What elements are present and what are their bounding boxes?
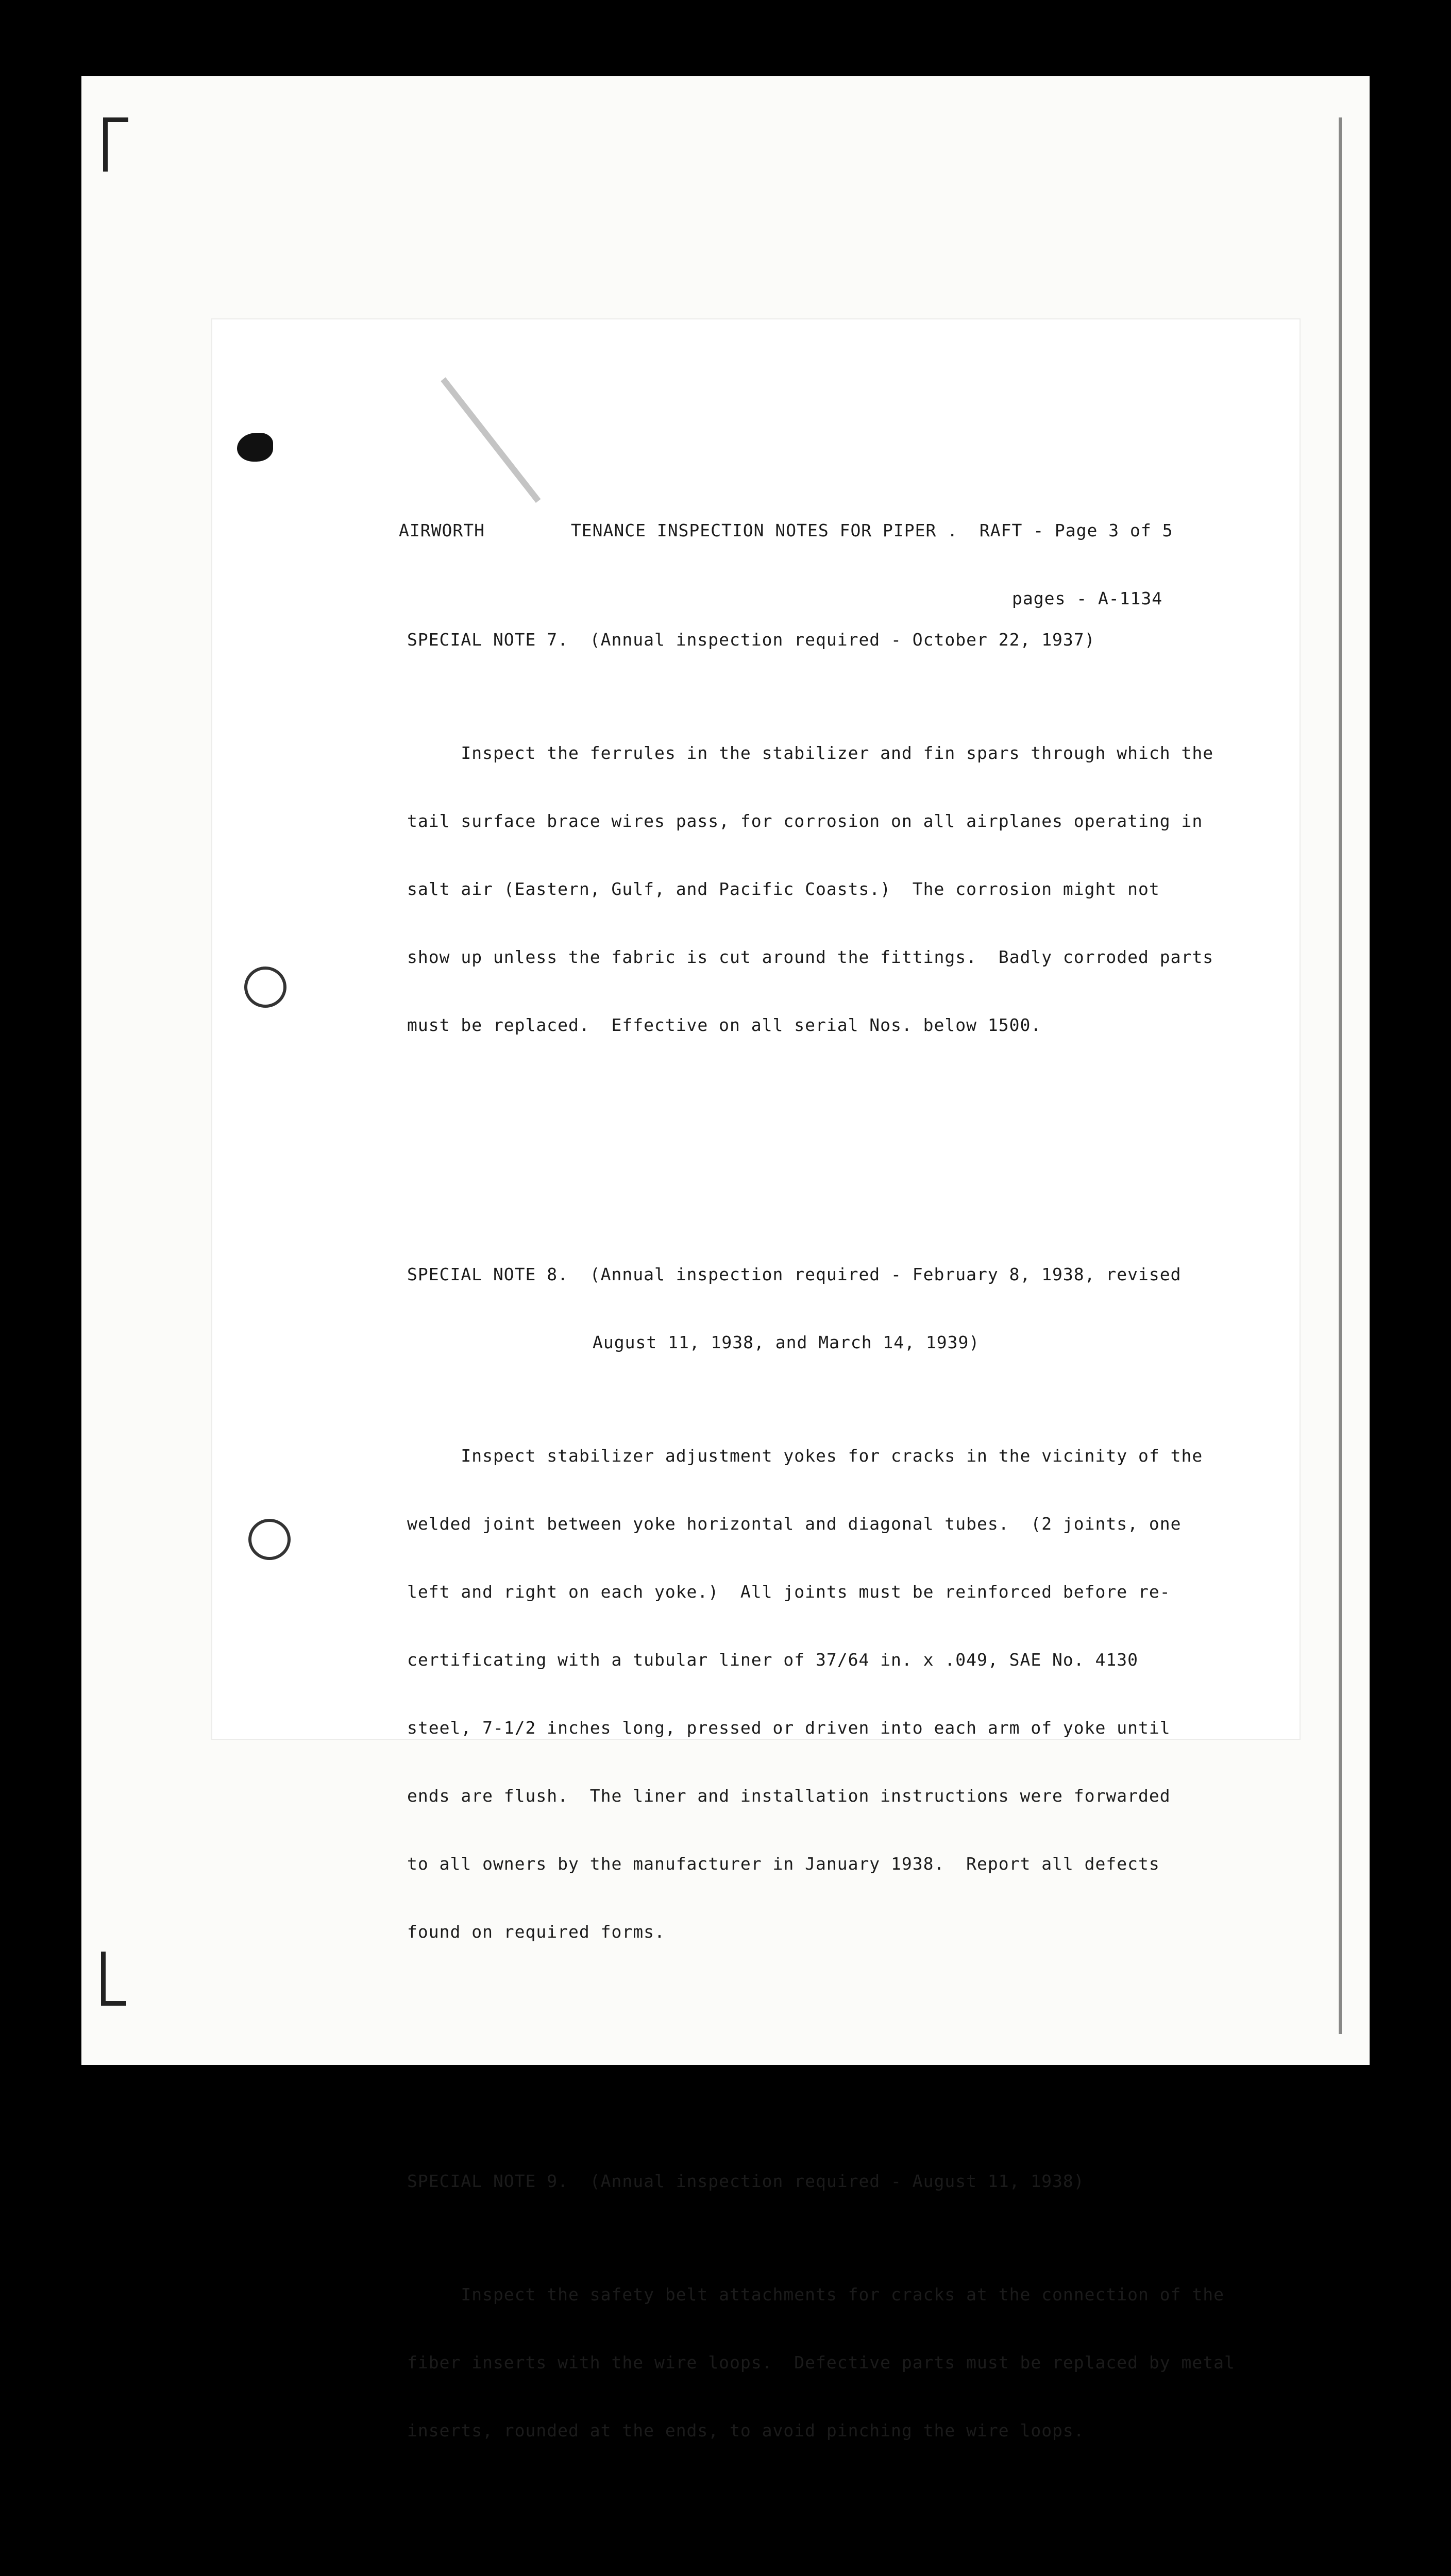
header-title: AIRWORTH TENANCE INSPECTION NOTES FOR PIPER . RAFT - Page 3 of 5 (399, 520, 1173, 540)
note-line: Inspect the ferrules in the stabilizer and fin spars through which the (407, 743, 1214, 763)
special-note-8 (407, 1218, 1283, 2034)
note-line: Inspect stabilizer adjustment yokes for cracks in the vicinity of the (407, 1446, 1203, 1466)
note-line: certificating with a tubular liner of 37/64 in. x .049, SAE No. 4130 (407, 1650, 1139, 1670)
note-line: to all owners by the manufacturer in January 1938. Report all defects (407, 1854, 1160, 1874)
note-heading: SPECIAL NOTE 7. (Annual inspection required - October 22, 1937) (407, 630, 1095, 650)
header-pages: pages - A-1134 (1012, 588, 1163, 608)
note-line: tail surface brace wires pass, for corrosion on all airplanes operating in (407, 811, 1203, 831)
note-text (407, 697, 1283, 1082)
note-line: steel, 7-1/2 inches long, pressed or driven into each arm of yoke until (407, 1718, 1171, 1738)
note-line: left and right on each yoke.) All joints must be reinforced before re- (407, 1582, 1171, 1602)
note-line: fiber inserts with the wire loops. Defective parts must be replaced by metal (407, 2352, 1235, 2372)
page-edge-shadow (1339, 117, 1342, 2034)
note-line: welded joint between yoke horizontal and diagonal tubes. (2 joints, one (407, 1514, 1182, 1534)
note-line: must be replaced. Effective on all serial Nos. below 1500. (407, 1015, 1042, 1035)
note-heading: SPECIAL NOTE 9. (Annual inspection required - August 11, 1938) (407, 2171, 1085, 2191)
note-line: salt air (Eastern, Gulf, and Pacific Coasts.) The corrosion might not (407, 879, 1160, 899)
note-line: show up unless the fabric is cut around the fittings. Badly corroded parts (407, 947, 1214, 967)
document-body (407, 538, 1283, 2576)
punch-hole-bottom (248, 1519, 291, 1560)
note-line: ends are flush. The liner and installation instructions were forwarded (407, 1786, 1171, 1806)
special-note-7 (407, 583, 1283, 1127)
note-line: inserts, rounded at the ends, to avoid pinching the wire loops. (407, 2420, 1085, 2441)
crop-mark-top-left (103, 117, 128, 172)
note-heading: SPECIAL NOTE 8. (Annual inspection required - February 8, 1938, revised (407, 1264, 1182, 1284)
ink-blot (237, 433, 273, 462)
note-line: Inspect the safety belt attachments for cracks at the connection of the (407, 2284, 1224, 2304)
note-heading-cont: August 11, 1938, and March 14, 1939) (593, 1332, 980, 1352)
crop-mark-bottom-left (101, 1952, 126, 2006)
note-text (407, 2238, 1283, 2487)
note-text (407, 1399, 1283, 1989)
note-line: found on required forms. (407, 1922, 665, 1942)
special-note-9 (407, 2125, 1283, 2533)
punch-hole-top (244, 967, 286, 1008)
